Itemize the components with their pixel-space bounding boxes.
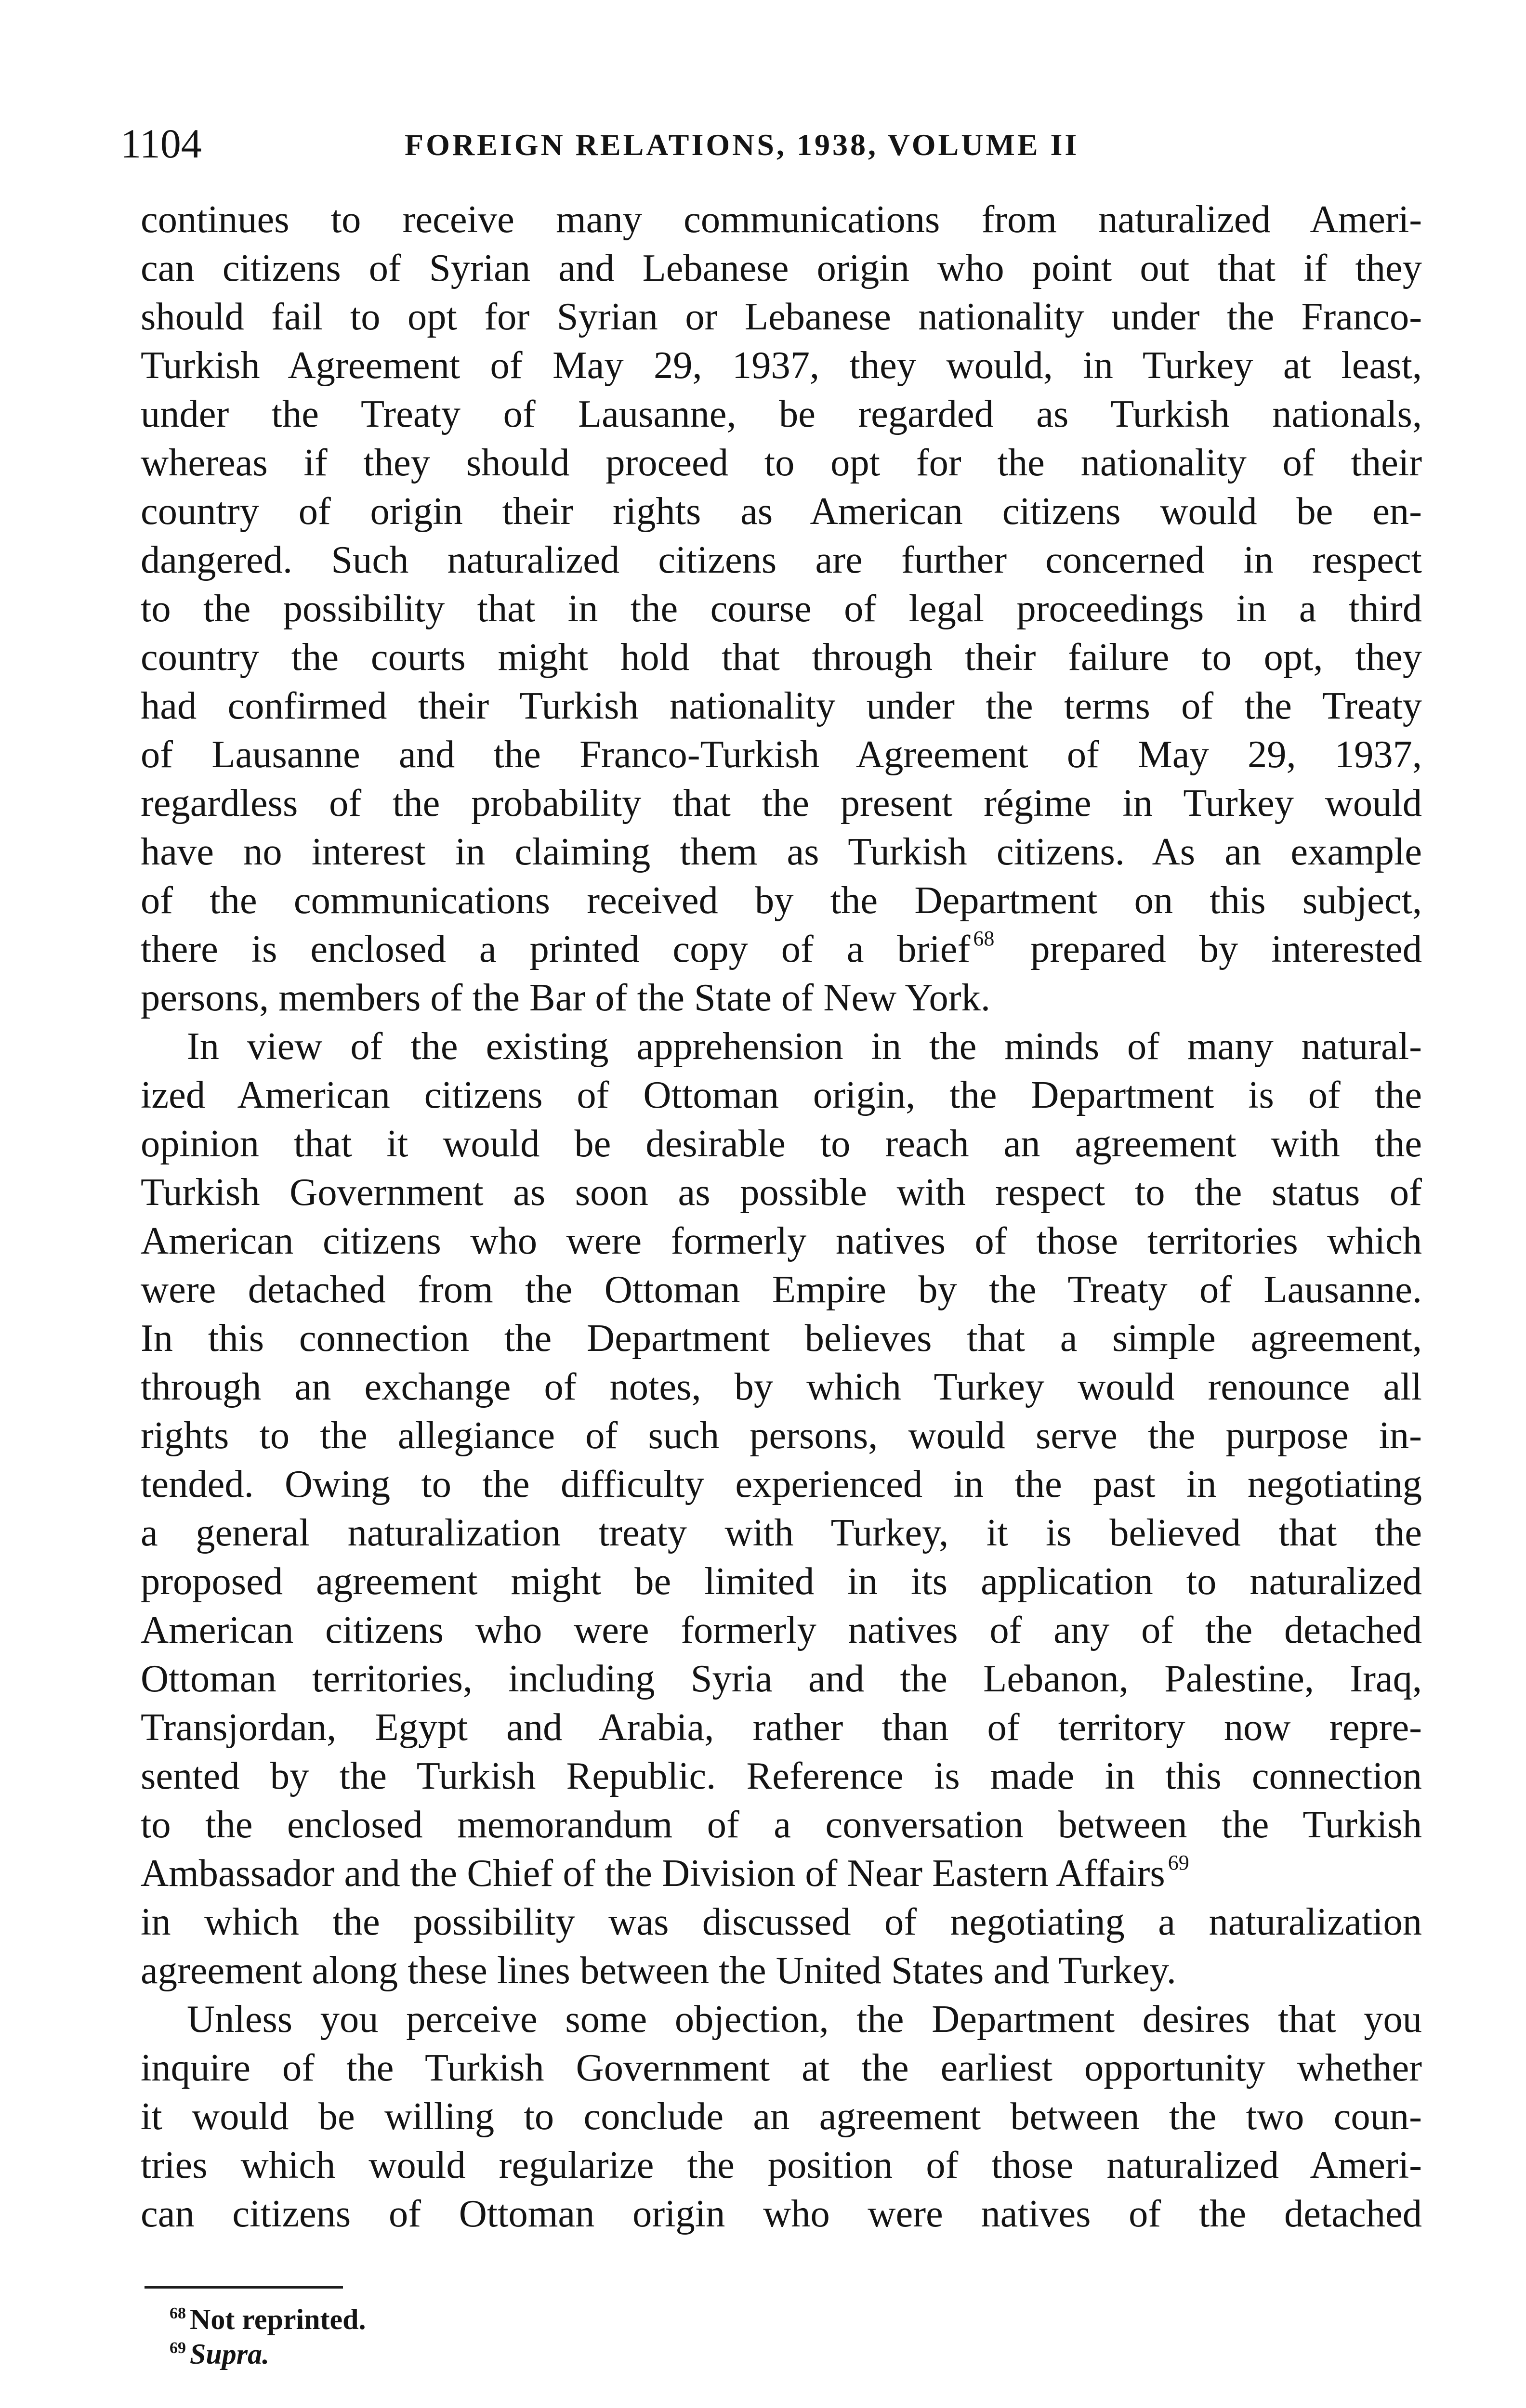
footnote-ref-69: 69 <box>1168 1851 1189 1874</box>
text-line: sented by the Turkish Republic. Reference is made in this connection <box>141 1754 1422 1797</box>
text-line: inquire of the Turkish Government at the earliest opportunity whether <box>141 2046 1422 2089</box>
text-line: it would be willing to conclude an agreement between the two coun- <box>141 2095 1422 2138</box>
text-line: Turkish Government as soon as possible with respect to the status of <box>141 1171 1422 1214</box>
text-line: can citizens of Syrian and Lebanese origin who point out that if they <box>141 247 1422 289</box>
text-segment: prepared by interested <box>1030 928 1422 970</box>
page-number: 1104 <box>120 120 202 167</box>
text-line: continues to receive many communications from naturalized Ameri- <box>141 198 1422 241</box>
text-line: through an exchange of notes, by which Turkey would renounce all <box>141 1365 1422 1408</box>
text-line: to the possibility that in the course of legal proceedings in a third <box>141 587 1422 630</box>
text-line-with-footnote <box>141 925 1422 973</box>
text-segment: there is enclosed a printed copy of a brief <box>141 928 971 970</box>
text-line: country the courts might hold that through their failure to opt, they <box>141 636 1422 679</box>
text-line: to the enclosed memorandum of a conversation between the Turkish <box>141 1803 1422 1846</box>
footnote-text: Not reprinted. <box>190 2303 366 2335</box>
footnote-ref-68: 68 <box>973 927 995 950</box>
text-line: regardless of the probability that the present régime in Turkey would <box>141 782 1422 824</box>
text-line-with-footnote <box>141 1849 1422 1898</box>
footnote-divider <box>145 2286 343 2289</box>
text-line: dangered. Such naturalized citizens are further concerned in respect <box>141 538 1422 581</box>
text-line: were detached from the Ottoman Empire by the Treaty of Lausanne. <box>141 1268 1422 1311</box>
text-line: Turkish Agreement of May 29, 1937, they would, in Turkey at least, <box>141 344 1422 387</box>
text-line: agreement along these lines between the United States and Turkey. <box>141 1949 1176 1992</box>
text-line: whereas if they should proceed to opt for the nationality of their <box>141 441 1422 484</box>
text-line: tended. Owing to the difficulty experienced in the past in negotiating <box>141 1463 1422 1505</box>
text-line: opinion that it would be desirable to reach an agreement with the <box>141 1122 1422 1165</box>
text-line: of Lausanne and the Franco-Turkish Agreement of May 29, 1937, <box>141 733 1422 776</box>
text-line: American citizens who were formerly natives of those territories which <box>141 1219 1422 1262</box>
text-line: had confirmed their Turkish nationality under the terms of the Treaty <box>141 684 1422 727</box>
paragraph-first-line: In view of the existing apprehension in the minds of many natural- <box>187 1025 1422 1068</box>
footnote-68 <box>170 2302 844 2337</box>
text-line: In this connection the Department believes that a simple agreement, <box>141 1317 1422 1360</box>
text-line: of the communications received by the Department on this subject, <box>141 879 1422 922</box>
running-head <box>120 119 1416 168</box>
footnote-69 <box>170 2337 844 2371</box>
text-line: should fail to opt for Syrian or Lebanese nationality under the Franco- <box>141 295 1422 338</box>
footnote-text: Supra. <box>190 2338 270 2370</box>
text-line: can citizens of Ottoman origin who were natives of the detached <box>141 2192 1422 2235</box>
text-line: Ottoman territories, including Syria and the Lebanon, Palestine, Iraq, <box>141 1657 1422 1700</box>
text-line: have no interest in claiming them as Turkish citizens. As an example <box>141 830 1422 873</box>
text-line: Transjordan, Egypt and Arabia, rather than of territory now repre- <box>141 1706 1422 1749</box>
body-text <box>141 195 1422 2238</box>
footnote-mark: 68 <box>170 2304 186 2322</box>
text-line: tries which would regularize the position of those naturalized Ameri- <box>141 2144 1422 2186</box>
text-line: under the Treaty of Lausanne, be regarded as Turkish nationals, <box>141 393 1422 435</box>
text-line: a general naturalization treaty with Turkey, it is believed that the <box>141 1511 1422 1554</box>
text-line: in which the possibility was discussed of negotiating a naturalization <box>141 1900 1422 1943</box>
text-line: American citizens who were formerly natives of any of the detached <box>141 1609 1422 1651</box>
text-line: proposed agreement might be limited in its application to naturalized <box>141 1560 1422 1603</box>
paragraph-first-line: Unless you perceive some objection, the Department desires that you <box>187 1998 1422 2041</box>
footnote-mark: 69 <box>170 2339 186 2357</box>
text-line: country of origin their rights as American citizens would be en- <box>141 490 1422 533</box>
text-line: persons, members of the Bar of the State of New York. <box>141 976 990 1019</box>
text-segment: Ambassador and the Chief of the Division of Near Eastern Affairs <box>141 1852 1165 1895</box>
text-line: rights to the allegiance of such persons, would serve the purpose in- <box>141 1414 1422 1457</box>
footnotes <box>170 2302 844 2371</box>
text-line: ized American citizens of Ottoman origin, the Department is of the <box>141 1073 1422 1116</box>
running-title: FOREIGN RELATIONS, 1938, VOLUME II <box>405 128 1079 162</box>
